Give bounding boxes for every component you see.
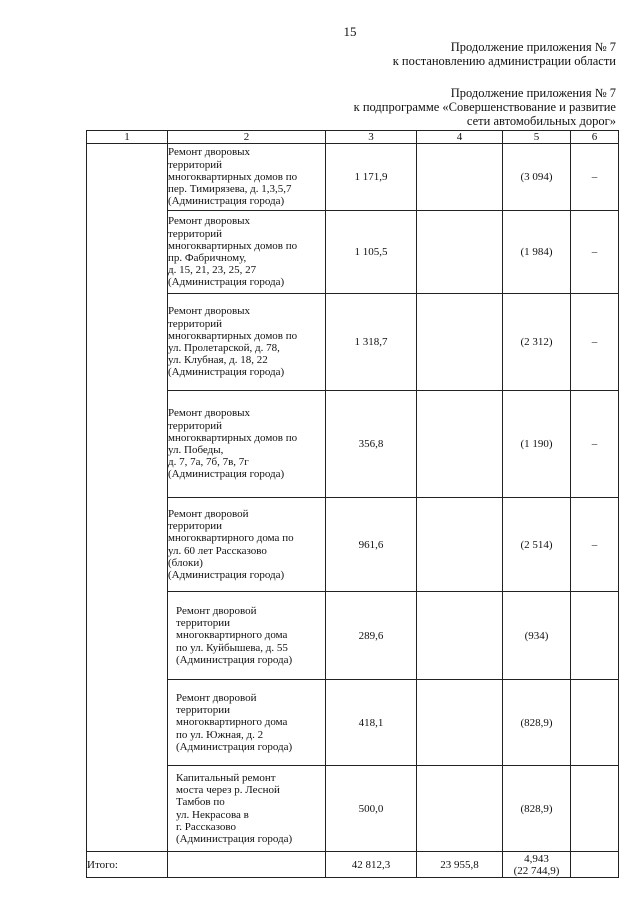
column-header: 6	[571, 131, 619, 144]
description-line: территорий	[168, 419, 223, 432]
value-col-3: 289,6	[326, 592, 417, 680]
value-col-6: –	[571, 144, 619, 211]
value-col-4	[417, 592, 503, 680]
description-line: Капитальный ремонт	[176, 771, 276, 784]
description-line: (Администрация города)	[176, 740, 293, 753]
description-line: (Администрация города)	[176, 832, 293, 845]
description-line: ул. Пролетарской, д. 78,	[168, 342, 280, 354]
table-body	[87, 144, 619, 878]
work-description	[168, 211, 326, 294]
value-col-5: (1 984)	[503, 211, 571, 294]
column-1-merged-cell	[87, 144, 168, 852]
value-col-3: 418,1	[326, 680, 417, 766]
column-header: 5	[503, 131, 571, 144]
column-header: 4	[417, 131, 503, 144]
description-line: ул. 60 лет Рассказово	[168, 544, 267, 557]
description-line: многоквартирных домов по	[168, 329, 298, 342]
description-line: Ремонт дворовых	[168, 305, 251, 318]
total-col-4: 23 955,8	[417, 852, 503, 878]
description-line: многоквартирного дома	[176, 629, 288, 642]
value-col-5: (828,9)	[503, 680, 571, 766]
value-col-6: –	[571, 211, 619, 294]
description-line: (Администрация города)	[168, 366, 285, 379]
total-col-6	[571, 852, 619, 878]
work-description	[168, 144, 326, 211]
description-line: многоквартирных домов по	[168, 431, 298, 444]
value-col-4	[417, 680, 503, 766]
description-line: Тамбов по	[176, 796, 225, 809]
value-col-4	[417, 391, 503, 498]
description-line: (Администрация города)	[168, 568, 285, 581]
value-col-3: 961,6	[326, 498, 417, 592]
description-line: д. 7, 7а, 7б, 7в, 7г	[168, 456, 249, 469]
value-col-5: (1 190)	[503, 391, 571, 498]
value-col-3: 1 105,5	[326, 211, 417, 294]
value-col-6	[571, 680, 619, 766]
value-col-5: (934)	[503, 592, 571, 680]
description-line: территории	[176, 617, 231, 630]
subprogram-header	[354, 86, 616, 128]
total-col-5	[503, 852, 571, 878]
total-empty-cell	[168, 852, 326, 878]
description-line: (блоки)	[168, 556, 203, 569]
total-col-5-line-1: 4,943	[524, 852, 549, 865]
description-line: Ремонт дворовых	[168, 215, 251, 228]
description-line: ул. Победы,	[168, 444, 224, 456]
description-line: территории	[176, 704, 231, 717]
description-line: территории	[168, 520, 223, 533]
description-line: по ул. Южная, д. 2	[176, 728, 264, 741]
description-line: д. 15, 21, 23, 25, 27	[168, 264, 257, 277]
description-line: пер. Тимирязева, д. 1,3,5,7	[168, 183, 292, 196]
description-line: пр. Фабричному,	[168, 252, 247, 264]
work-description	[168, 766, 326, 852]
description-line: многоквартирного дома	[176, 716, 288, 729]
column-header: 3	[326, 131, 417, 144]
page-number: 15	[343, 24, 357, 39]
total-col-5-line-2: (22 744,9)	[513, 864, 560, 877]
column-number-row	[87, 131, 619, 144]
value-col-6	[571, 766, 619, 852]
value-col-6: –	[571, 294, 619, 391]
value-col-4	[417, 766, 503, 852]
appendix-header	[393, 40, 616, 68]
description-line: многоквартирного дома по	[168, 532, 294, 545]
work-description	[168, 592, 326, 680]
subprogram-header-line-3: сети автомобильных дорог»	[466, 114, 616, 128]
value-col-6: –	[571, 498, 619, 592]
description-line: по ул. Куйбышева, д. 55	[176, 641, 288, 654]
value-col-5: (2 312)	[503, 294, 571, 391]
subprogram-header-line-1: Продолжение приложения № 7	[450, 86, 616, 100]
value-col-6	[571, 592, 619, 680]
description-line: Ремонт дворовых	[168, 407, 251, 420]
description-line: (Администрация города)	[176, 653, 293, 666]
description-line: г. Рассказово	[176, 820, 236, 833]
description-line: территорий	[168, 227, 223, 240]
description-line: Ремонт дворовых	[168, 146, 251, 159]
description-line: (Администрация города)	[168, 276, 285, 289]
value-col-4	[417, 294, 503, 391]
value-col-5: (3 094)	[503, 144, 571, 211]
total-row	[87, 852, 619, 878]
appendix-header-line-1: Продолжение приложения № 7	[450, 40, 616, 54]
description-line: (Администрация города)	[168, 468, 285, 481]
value-col-3: 356,8	[326, 391, 417, 498]
total-label: Итого:	[87, 852, 168, 878]
subprogram-header-line-2: к подпрограмме «Совершенствование и развитие	[353, 100, 616, 114]
column-header: 1	[87, 131, 168, 144]
description-line: Ремонт дворовой	[176, 604, 257, 617]
value-col-4	[417, 144, 503, 211]
work-description	[168, 680, 326, 766]
appendix-header-line-2: к постановлению администрации области	[392, 54, 616, 68]
description-line: многоквартирных домов по	[168, 239, 298, 252]
column-header: 2	[168, 131, 326, 144]
value-col-5: (2 514)	[503, 498, 571, 592]
value-col-3: 1 171,9	[326, 144, 417, 211]
total-col-3: 42 812,3	[326, 852, 417, 878]
value-col-3: 1 318,7	[326, 294, 417, 391]
value-col-6: –	[571, 391, 619, 498]
description-line: (Администрация города)	[168, 195, 285, 208]
work-description	[168, 391, 326, 498]
program-table	[86, 130, 619, 878]
description-line: ул. Некрасова в	[176, 808, 249, 821]
value-col-4	[417, 498, 503, 592]
description-line: Ремонт дворовой	[168, 507, 249, 520]
table-row	[87, 144, 619, 211]
work-description	[168, 498, 326, 592]
value-col-3: 500,0	[326, 766, 417, 852]
description-line: ул. Клубная, д. 18, 22	[168, 354, 268, 367]
description-line: Ремонт дворовой	[176, 691, 257, 704]
description-line: многоквартирных домов по	[168, 170, 298, 183]
work-description	[168, 294, 326, 391]
description-line: территорий	[168, 158, 223, 171]
description-line: территорий	[168, 317, 223, 330]
description-line: моста через р. Лесной	[176, 784, 280, 797]
value-col-4	[417, 211, 503, 294]
value-col-5: (828,9)	[503, 766, 571, 852]
